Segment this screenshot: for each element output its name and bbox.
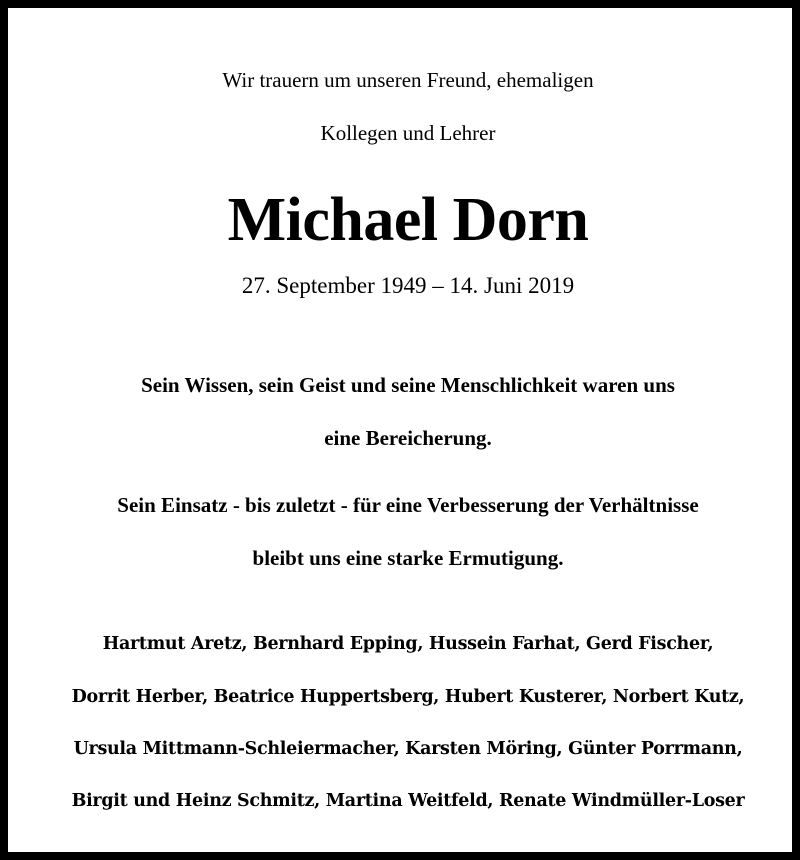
life-dates: 27. September 1949 – 14. Juni 2019 — [241, 273, 575, 298]
signatories-line: Birgit und Heinz Schmitz, Martina Weitfeld, Renate Windmüller-Loser — [71, 791, 745, 811]
signatories-line: Ursula Mittmann-Schleiermacher, Karsten Möring, Günter Porrmann, — [73, 739, 743, 759]
intro-line-2: Kollegen und Lehrer — [320, 121, 496, 145]
signatories-line: Dorrit Herber, Beatrice Huppertsberg, Hubert Kusterer, Norbert Kutz, — [71, 687, 745, 707]
tribute-line-4: bleibt uns eine starke Ermutigung. — [252, 546, 564, 570]
tribute-line-3: Sein Einsatz - bis zuletzt - für eine Verbesserung der Verhältnisse — [117, 493, 699, 517]
signatories-line: Hartmut Aretz, Bernhard Epping, Hussein Farhat, Gerd Fischer, — [102, 634, 714, 654]
tribute-line-2: eine Bereicherung. — [324, 426, 492, 450]
tribute-line-1: Sein Wissen, sein Geist und seine Menschlichkeit waren uns — [141, 373, 675, 397]
deceased-name: Michael Dorn — [227, 186, 589, 254]
intro-line-1: Wir trauern um unseren Freund, ehemaligen — [222, 68, 594, 92]
